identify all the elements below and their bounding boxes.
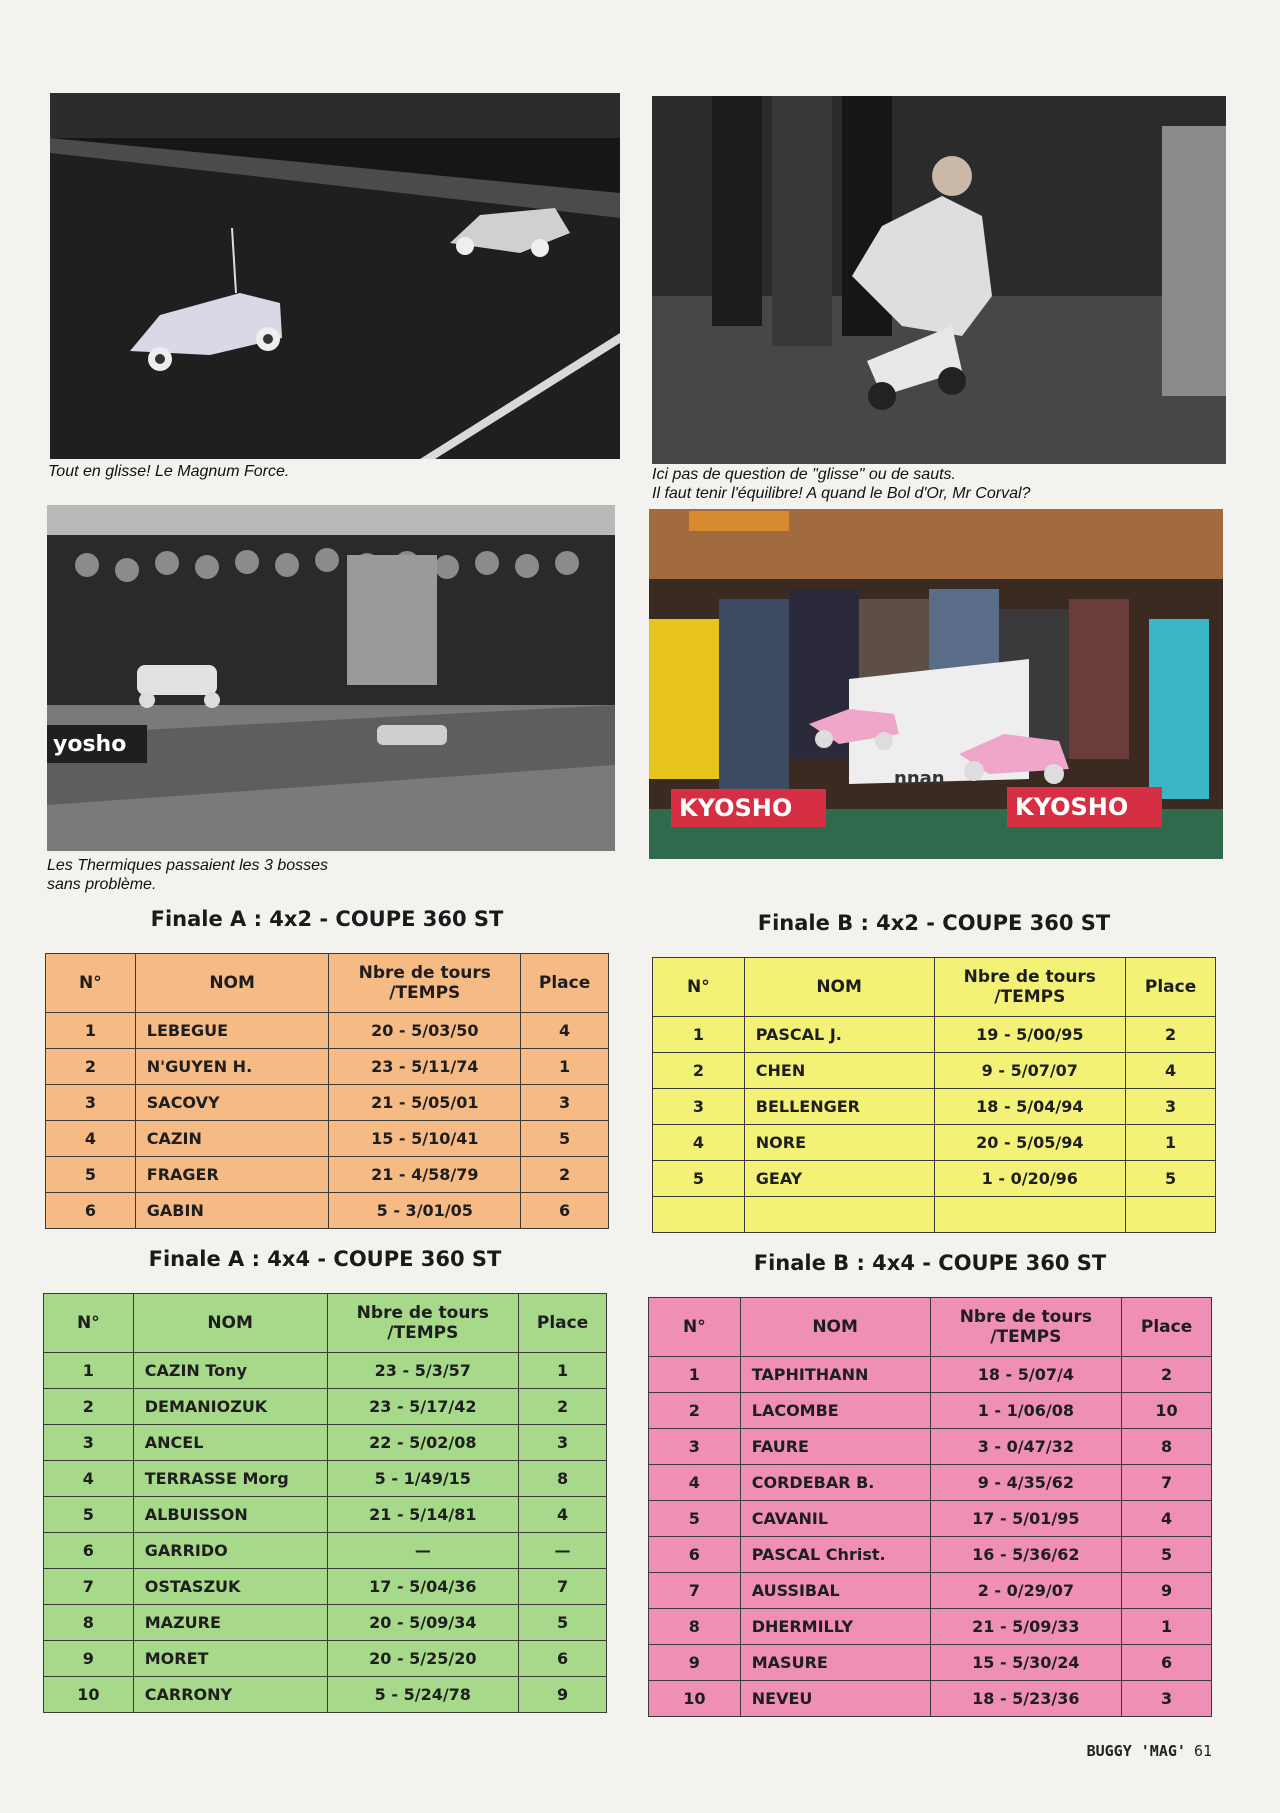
cell-laps-time: 17 - 5/01/95 (930, 1501, 1122, 1537)
cell-place: 5 (1122, 1537, 1212, 1573)
cell-name: CARRONY (133, 1677, 327, 1713)
cell-num: 4 (653, 1125, 745, 1161)
table-row (653, 1089, 1216, 1125)
results-table-b-4x2 (652, 957, 1216, 1233)
cell-place: 8 (1122, 1429, 1212, 1465)
table-row (649, 1501, 1212, 1537)
caption-line: Ici pas de question de "glisse" ou de sauts. (652, 466, 956, 483)
cell-laps-time: 23 - 5/3/57 (327, 1353, 519, 1389)
table-header-row (44, 1294, 607, 1353)
cell-place: 1 (521, 1049, 609, 1085)
cell-num: 6 (46, 1193, 136, 1229)
col-header-place: Place (1126, 958, 1216, 1017)
cell-name: LACOMBE (740, 1393, 930, 1429)
caption-line: Il faut tenir l'équilibre! A quand le Bol d'Or, Mr Corval? (652, 485, 1031, 502)
cell-place: 4 (1122, 1501, 1212, 1537)
cell-laps-time: 20 - 5/05/94 (934, 1125, 1126, 1161)
cell-num (653, 1197, 745, 1233)
cell-place: 2 (519, 1389, 607, 1425)
cell-laps-time: 18 - 5/23/36 (930, 1681, 1122, 1717)
cell-name: DHERMILLY (740, 1609, 930, 1645)
cell-num: 5 (653, 1161, 745, 1197)
results-table-a-4x4 (43, 1293, 607, 1713)
cell-laps-time: 3 - 0/47/32 (930, 1429, 1122, 1465)
cell-num: 8 (44, 1605, 134, 1641)
table-row (44, 1353, 607, 1389)
cell-name: MORET (133, 1641, 327, 1677)
cell-place: 3 (1122, 1681, 1212, 1717)
table-title-b-4x4: Finale B : 4x4 - COUPE 360 ST (753, 1251, 1107, 1275)
table-row (44, 1569, 607, 1605)
cell-num: 2 (46, 1049, 136, 1085)
cell-place: 2 (1122, 1357, 1212, 1393)
table-row (46, 1085, 609, 1121)
cell-laps-time: 17 - 5/04/36 (327, 1569, 519, 1605)
table-row (653, 1197, 1216, 1233)
cell-laps-time: 23 - 5/17/42 (327, 1389, 519, 1425)
table-row (649, 1537, 1212, 1573)
cell-num: 8 (649, 1609, 741, 1645)
table-row (44, 1389, 607, 1425)
table-row (44, 1677, 607, 1713)
header-line: Nbre de tours (963, 967, 1096, 987)
table-row (649, 1645, 1212, 1681)
table-row (46, 1193, 609, 1229)
photo-mini-bike (652, 96, 1226, 464)
table-row (46, 1157, 609, 1193)
col-header-laps (930, 1298, 1122, 1357)
photo-caption: Tout en glisse! Le Magnum Force. (48, 463, 290, 480)
col-header-num: N° (653, 958, 745, 1017)
cell-laps-time: 19 - 5/00/95 (934, 1017, 1126, 1053)
table-row (46, 1013, 609, 1049)
col-header-name: NOM (133, 1294, 327, 1353)
cell-name: CAVANIL (740, 1501, 930, 1537)
cell-name: CAZIN Tony (133, 1353, 327, 1389)
col-header-num: N° (649, 1298, 741, 1357)
table-row (649, 1465, 1212, 1501)
table-header-row (653, 958, 1216, 1017)
table-row (649, 1429, 1212, 1465)
col-header-name: NOM (740, 1298, 930, 1357)
cell-laps-time: 15 - 5/10/41 (329, 1121, 521, 1157)
cell-num: 3 (44, 1425, 134, 1461)
cell-name: TAPHITHANN (740, 1357, 930, 1393)
cell-name: CAZIN (135, 1121, 329, 1157)
cell-place: 2 (1126, 1017, 1216, 1053)
cell-laps-time: 22 - 5/02/08 (327, 1425, 519, 1461)
cell-num: 9 (649, 1645, 741, 1681)
table-row (44, 1461, 607, 1497)
cell-num: 7 (649, 1573, 741, 1609)
table-row (653, 1017, 1216, 1053)
cell-laps-time: 2 - 0/29/07 (930, 1573, 1122, 1609)
col-header-place: Place (1122, 1298, 1212, 1357)
cell-laps-time: 20 - 5/03/50 (329, 1013, 521, 1049)
cell-name: CHEN (744, 1053, 934, 1089)
table-title-a-4x4: Finale A : 4x4 - COUPE 360 ST (148, 1247, 502, 1271)
cell-num: 10 (649, 1681, 741, 1717)
cell-name: FAURE (740, 1429, 930, 1465)
table-row (44, 1533, 607, 1569)
table-row (649, 1393, 1212, 1429)
cell-num: 7 (44, 1569, 134, 1605)
cell-name: PASCAL Christ. (740, 1537, 930, 1573)
caption-line: sans problème. (47, 876, 157, 893)
cell-laps-time: 23 - 5/11/74 (329, 1049, 521, 1085)
header-line: /TEMPS (389, 983, 461, 1003)
col-header-num: N° (44, 1294, 134, 1353)
header-line: Nbre de tours (358, 963, 491, 983)
page-footer (1087, 1742, 1212, 1760)
cell-num: 2 (653, 1053, 745, 1089)
cell-place: 3 (1126, 1089, 1216, 1125)
cell-name: DEMANIOZUK (133, 1389, 327, 1425)
cell-num: 4 (44, 1461, 134, 1497)
cell-place: 9 (1122, 1573, 1212, 1609)
cell-laps-time: 21 - 5/09/33 (930, 1609, 1122, 1645)
results-table-b-4x4 (648, 1297, 1212, 1717)
photo-caption (652, 465, 1030, 503)
cell-place: 6 (1122, 1645, 1212, 1681)
cell-name: OSTASZUK (133, 1569, 327, 1605)
cell-name: MAZURE (133, 1605, 327, 1641)
cell-place: 7 (1122, 1465, 1212, 1501)
cell-laps-time: 15 - 5/30/24 (930, 1645, 1122, 1681)
col-header-place: Place (519, 1294, 607, 1353)
cell-laps-time (934, 1197, 1126, 1233)
magazine-name: BUGGY 'MAG' (1086, 1742, 1186, 1760)
photo-caption (47, 856, 328, 894)
cell-num: 6 (44, 1533, 134, 1569)
table-row (44, 1641, 607, 1677)
table-header-row (649, 1298, 1212, 1357)
header-line: /TEMPS (387, 1323, 459, 1343)
cell-laps-time: 20 - 5/25/20 (327, 1641, 519, 1677)
table-header-row (46, 954, 609, 1013)
col-header-place: Place (521, 954, 609, 1013)
table-title-b-4x2: Finale B : 4x2 - COUPE 360 ST (757, 911, 1111, 935)
col-header-name: NOM (135, 954, 329, 1013)
table-title-a-4x2: Finale A : 4x2 - COUPE 360 ST (150, 907, 504, 931)
cell-place: 6 (519, 1641, 607, 1677)
cell-laps-time: 20 - 5/09/34 (327, 1605, 519, 1641)
cell-num: 4 (649, 1465, 741, 1501)
cell-num: 10 (44, 1677, 134, 1713)
cell-place: 7 (519, 1569, 607, 1605)
cell-name: NEVEU (740, 1681, 930, 1717)
banner-text: nnan (894, 768, 945, 789)
cell-laps-time: 9 - 5/07/07 (934, 1053, 1126, 1089)
cell-place: 3 (521, 1085, 609, 1121)
col-header-name: NOM (744, 958, 934, 1017)
cell-place: 5 (1126, 1161, 1216, 1197)
kyosho-logo: KYOSHO (1015, 793, 1129, 821)
table-row (653, 1161, 1216, 1197)
cell-name: ALBUISSON (133, 1497, 327, 1533)
table-row (649, 1609, 1212, 1645)
cell-num: 9 (44, 1641, 134, 1677)
cell-laps-time: 5 - 5/24/78 (327, 1677, 519, 1713)
cell-laps-time: 5 - 1/49/15 (327, 1461, 519, 1497)
cell-laps-time: 18 - 5/07/4 (930, 1357, 1122, 1393)
cell-name: CORDEBAR B. (740, 1465, 930, 1501)
cell-num: 3 (653, 1089, 745, 1125)
cell-laps-time: 21 - 5/05/01 (329, 1085, 521, 1121)
cell-laps-time: 1 - 0/20/96 (934, 1161, 1126, 1197)
table-row (649, 1681, 1212, 1717)
cell-num: 5 (46, 1157, 136, 1193)
col-header-laps (934, 958, 1126, 1017)
cell-num: 3 (649, 1429, 741, 1465)
cell-num: 1 (46, 1013, 136, 1049)
table-row (649, 1573, 1212, 1609)
cell-place: 9 (519, 1677, 607, 1713)
cell-name: GEAY (744, 1161, 934, 1197)
kyosho-logo: KYOSHO (679, 794, 793, 822)
cell-laps-time: 21 - 5/14/81 (327, 1497, 519, 1533)
header-line: /TEMPS (994, 987, 1066, 1007)
table-row (653, 1053, 1216, 1089)
cell-laps-time: 1 - 1/06/08 (930, 1393, 1122, 1429)
header-line: Nbre de tours (356, 1303, 489, 1323)
table-row (649, 1357, 1212, 1393)
photo-thermiques (47, 505, 615, 851)
cell-name: ANCEL (133, 1425, 327, 1461)
table-row (46, 1121, 609, 1157)
cell-num: 2 (649, 1393, 741, 1429)
col-header-num: N° (46, 954, 136, 1013)
cell-laps-time: 18 - 5/04/94 (934, 1089, 1126, 1125)
col-header-laps (327, 1294, 519, 1353)
cell-place: 4 (519, 1497, 607, 1533)
table-row (44, 1425, 607, 1461)
page-number: 61 (1193, 1742, 1212, 1760)
cell-place: 5 (519, 1605, 607, 1641)
header-line: /TEMPS (990, 1327, 1062, 1347)
photo-magnum-force (50, 93, 620, 459)
cell-num: 5 (649, 1501, 741, 1537)
cell-num: 2 (44, 1389, 134, 1425)
table-row (44, 1605, 607, 1641)
cell-place: 3 (519, 1425, 607, 1461)
cell-place: 1 (1122, 1609, 1212, 1645)
cell-place (1126, 1197, 1216, 1233)
cell-place: 4 (1126, 1053, 1216, 1089)
cell-place: 2 (521, 1157, 609, 1193)
cell-laps-time: 9 - 4/35/62 (930, 1465, 1122, 1501)
table-row (46, 1049, 609, 1085)
photo-crowd-kyosho (649, 509, 1223, 859)
cell-name: NORE (744, 1125, 934, 1161)
cell-place: — (519, 1533, 607, 1569)
cell-num: 5 (44, 1497, 134, 1533)
cell-name: LEBEGUE (135, 1013, 329, 1049)
cell-place: 4 (521, 1013, 609, 1049)
cell-name: BELLENGER (744, 1089, 934, 1125)
cell-num: 1 (649, 1357, 741, 1393)
cell-name: MASURE (740, 1645, 930, 1681)
caption-line: Les Thermiques passaient les 3 bosses (47, 857, 329, 874)
cell-place: 10 (1122, 1393, 1212, 1429)
cell-num: 6 (649, 1537, 741, 1573)
header-line: Nbre de tours (959, 1307, 1092, 1327)
cell-name: SACOVY (135, 1085, 329, 1121)
cell-name: TERRASSE Morg (133, 1461, 327, 1497)
cell-place: 8 (519, 1461, 607, 1497)
cell-name: FRAGER (135, 1157, 329, 1193)
cell-num: 3 (46, 1085, 136, 1121)
kyosho-logo: yosho (53, 732, 127, 757)
cell-laps-time: 5 - 3/01/05 (329, 1193, 521, 1229)
cell-name: PASCAL J. (744, 1017, 934, 1053)
cell-place: 1 (519, 1353, 607, 1389)
cell-place: 1 (1126, 1125, 1216, 1161)
results-table-a-4x2 (45, 953, 609, 1229)
cell-name (744, 1197, 934, 1233)
cell-num: 1 (44, 1353, 134, 1389)
cell-num: 4 (46, 1121, 136, 1157)
cell-name: GABIN (135, 1193, 329, 1229)
cell-place: 5 (521, 1121, 609, 1157)
table-row (44, 1497, 607, 1533)
cell-laps-time: 16 - 5/36/62 (930, 1537, 1122, 1573)
table-row (653, 1125, 1216, 1161)
col-header-laps (329, 954, 521, 1013)
cell-laps-time: 21 - 4/58/79 (329, 1157, 521, 1193)
cell-place: 6 (521, 1193, 609, 1229)
buggy-image (377, 725, 447, 745)
cell-num: 1 (653, 1017, 745, 1053)
cell-name: AUSSIBAL (740, 1573, 930, 1609)
cell-laps-time: — (327, 1533, 519, 1569)
cell-name: N'GUYEN H. (135, 1049, 329, 1085)
cell-name: GARRIDO (133, 1533, 327, 1569)
